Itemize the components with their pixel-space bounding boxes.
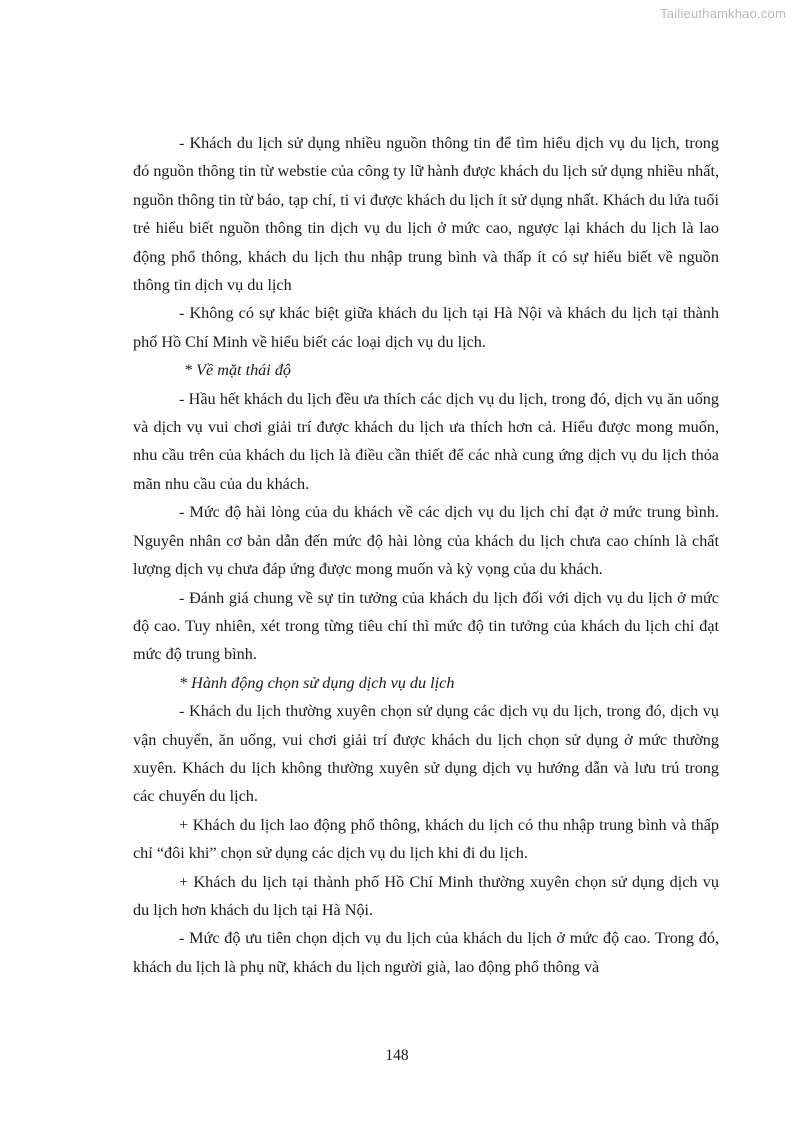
page-number: 148 [385, 1047, 409, 1064]
paragraph-info-sources: - Khách du lịch sử dụng nhiều nguồn thông tin để tìm hiểu dịch vụ du lịch, trong đó nguồn thông tin từ webstie của công ty lữ hành được khách du lịch sử dụng nhiều nhất, nguồn thông tin từ báo, tạp chí, ti vi được khách du lịch ít sử dụng nhất. Khách du lứa tuổi trẻ hiểu biết nguồn thông tin dịch vụ du lịch ở mức cao, ngược lại khách du lịch là lao động phổ thông, khách du lịch thu nhập trung bình và thấp ít có sự hiểu biết về nguồn thông tin dịch vụ du lịch [133, 134, 719, 295]
paragraph-priority: - Mức độ ưu tiên chọn dịch vụ du lịch của khách du lịch ở mức độ cao. Trong đó, khách du lịch là phụ nữ, khách du lịch người già, lao động phổ thông và [133, 929, 719, 976]
paragraph-no-difference: - Không có sự khác biệt giữa khách du lịch tại Hà Nội và khách du lịch tại thành phố Hồ Chí Minh về hiểu biết các loại dịch vụ du lịch. [133, 304, 719, 351]
document-body [133, 129, 719, 981]
paragraph-preferences: - Hầu hết khách du lịch đều ưa thích các dịch vụ du lịch, trong đó, dịch vụ ăn uống và dịch vụ vui chơi giải trí được khách du lịch ưa thích hơn cả. Hiểu được mong muốn, nhu cầu trên của khách du lịch là điều cần thiết để các nhà cung ứng dịch vụ du lịch thỏa mãn nhu cầu của du khách. [133, 389, 719, 493]
section-heading-action: * Hành động chọn sử dụng dịch vụ du lịch [179, 673, 455, 692]
paragraph-trust: - Đánh giá chung về sự tin tưởng của khách du lịch đối với dịch vụ du lịch ở mức độ cao. Tuy nhiên, xét trong từng tiêu chí thì mức độ tin tưởng của khách du lịch chỉ đạt mức độ trung bình. [133, 588, 719, 664]
paragraph-satisfaction: - Mức độ hài lòng của du khách về các dịch vụ du lịch chỉ đạt ở mức trung bình. Nguyên nhân cơ bản dẫn đến mức độ hài lòng của khách du lịch chưa cao chính là chất lượng dịch vụ chưa đáp ứng được mong muốn và kỳ vọng của du khách. [133, 503, 719, 579]
paragraph-low-income: + Khách du lịch lao động phổ thông, khách du lịch có thu nhập trung bình và thấp chỉ “đôi khi” chọn sử dụng các dịch vụ du lịch khi đi du lịch. [133, 815, 719, 863]
paragraph-hcmc: + Khách du lịch tại thành phố Hồ Chí Minh thường xuyên chọn sử dụng dịch vụ du lịch hơn khách du lịch tại Hà Nội. [133, 872, 719, 919]
watermark-text: Tailieuthamkhao.com [660, 6, 786, 21]
section-heading-attitude: * Về mặt thái độ [184, 361, 292, 380]
paragraph-frequent-use: - Khách du lịch thường xuyên chọn sử dụng các dịch vụ du lịch, trong đó, dịch vụ vận chuyển, ăn uống, vui chơi giải trí được khách du lịch chọn sử dụng ở mức thường xuyên. Khách du lịch không thường xuyên sử dụng dịch vụ hướng dẫn và lưu trú trong các chuyến du lịch. [133, 702, 719, 806]
